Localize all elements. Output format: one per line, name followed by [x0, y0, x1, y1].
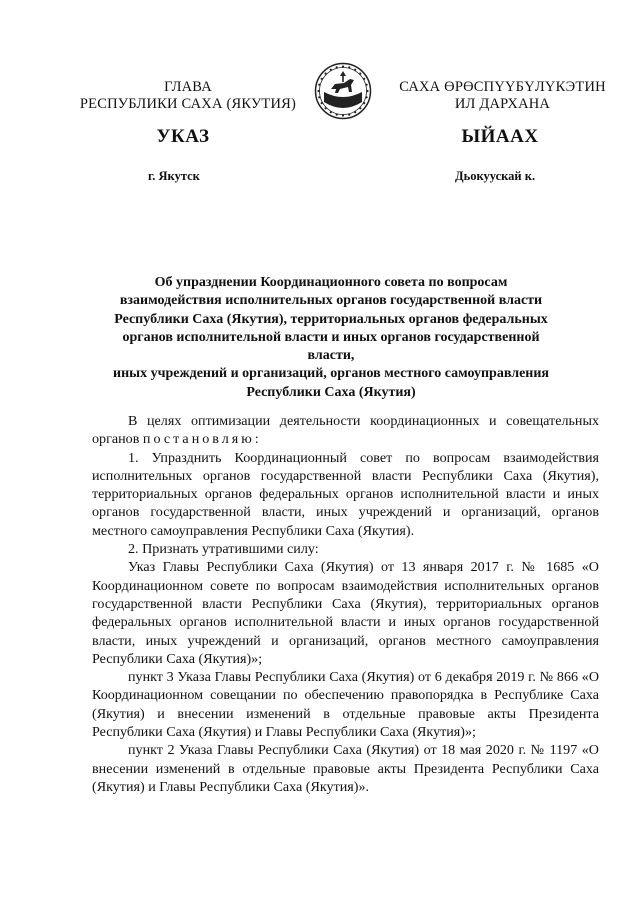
decree-body: [92, 412, 599, 796]
city-ru: г. Якутск: [148, 169, 200, 183]
header-right: [385, 79, 620, 113]
decree-heading: [100, 274, 562, 402]
header-right-line1: САХА ӨРӨСПҮҮБҮЛҮКЭТИН: [399, 79, 606, 95]
item-1-paragraph: 1. Упразднить Координационный совет по вопросам взаимодействия исполнительных органов государственной власти Республики Саха (Якутия), территориальных органов федеральных органов исполнительной власти и иных органов государственной власти, иных учреждений и организаций, органов местного самоуправления Республики Саха (Якутия).: [92, 449, 599, 539]
item-2a-paragraph: Указ Главы Республики Саха (Якутия) от 13 января 2017 г. № 1685 «О Координационном совете по вопросам взаимодействия исполнительных органов государственной власти Республики Саха (Якутия), территориальных органов федеральных органов исполнительной власти и иных органов государственной власти, иных учреждений и организаций, органов местного самоуправления Республики Саха (Якутия)»;: [92, 559, 599, 667]
header-left: [70, 79, 306, 113]
heading-line: Республики Саха (Якутия): [246, 384, 416, 400]
city-sa: Дьокуускай к.: [455, 169, 536, 183]
header-left-line1: ГЛАВА: [164, 79, 212, 95]
heading-line: иных учреждений и организаций, органов местного самоуправления: [113, 366, 549, 382]
decree-title-sa: ЫЙААХ: [461, 126, 539, 147]
item-2-paragraph: 2. Признать утратившими силу:: [128, 541, 319, 558]
heading-line: органов исполнительной власти и иных органов государственной власти,: [122, 329, 540, 364]
intro-text: В целях оптимизации деятельности координационных и совещательных органов: [92, 413, 599, 448]
item-2b-paragraph: пункт 3 Указа Главы Республики Саха (Якутия) от 6 декабря 2019 г. № 866 «О Координационном совещании по обеспечению правопорядка в Республике Саха (Якутия) и внесении изменений в отдельные правовые акты Президента Республики Саха (Якутия) и Главы Республики Саха (Якутия)»;: [92, 669, 599, 741]
sakha-coat-of-arms-icon: [314, 62, 372, 120]
header-left-line2: РЕСПУБЛИКИ САХА (ЯКУТИЯ): [79, 96, 297, 112]
heading-line: Об упразднении Координационного совета по вопросам: [154, 275, 508, 290]
item-2c-paragraph: пункт 2 Указа Главы Республики Саха (Якутия) от 18 мая 2020 г. № 1197 «О внесении изменений в отдельные правовые акты Президента Республики Саха (Якутия) и Главы Республики Саха (Якутия)».: [92, 742, 599, 795]
decree-title-ru: УКАЗ: [156, 126, 210, 147]
header-right-line2: ИЛ ДАРХАНА: [454, 96, 551, 112]
intro-paragraph: [92, 412, 599, 449]
decree-word: постановляю:: [142, 431, 262, 448]
heading-line: Республики Саха (Якутия), территориальных органов федеральных: [114, 311, 548, 327]
heading-line: взаимодействия исполнительных органов государственной власти: [119, 293, 543, 309]
